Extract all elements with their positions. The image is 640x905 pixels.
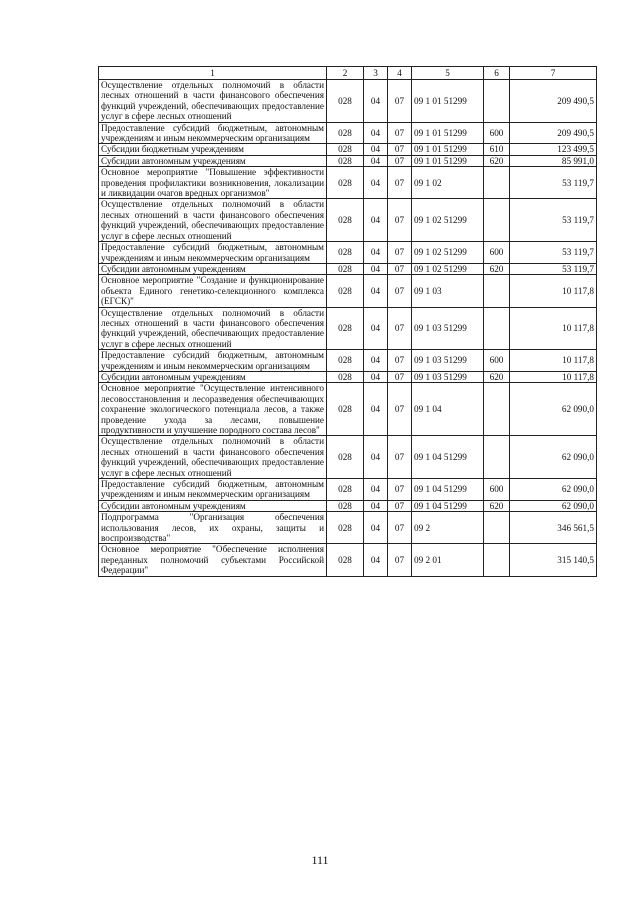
target-article-code: 09 1 04 51299 — [412, 500, 484, 511]
subsection-code: 07 — [388, 512, 412, 544]
amount: 10 117,8 — [510, 307, 597, 350]
row-description: Осуществление отдельных полномочий в области лесных отношений в части финансового обеспечения функций учреждений, обеспечивающих предоставление услуг в сфере лесных отношений — [99, 199, 327, 242]
section-code: 04 — [364, 350, 388, 372]
header-col-1: 1 — [99, 67, 327, 80]
row-description: Субсидии автономным учреждениям — [99, 371, 327, 382]
row-description: Предоставление субсидий бюджетным, автономным учреждениям и иным некоммерческим организациям — [99, 479, 327, 501]
amount: 10 117,8 — [510, 275, 597, 307]
expense-type-code — [484, 436, 510, 479]
row-description: Осуществление отдельных полномочий в области лесных отношений в части финансового обеспечения функций учреждений, обеспечивающих предоставление услуг в сфере лесных отношений — [99, 436, 327, 479]
target-article-code: 09 1 01 51299 — [412, 122, 484, 144]
ministry-code: 028 — [327, 512, 364, 544]
table-row — [99, 144, 597, 155]
amount: 209 490,5 — [510, 122, 597, 144]
section-code: 04 — [364, 242, 388, 264]
subsection-code: 07 — [388, 242, 412, 264]
target-article-code: 09 1 04 51299 — [412, 479, 484, 501]
row-description: Основное мероприятие "Обеспечение исполнения переданных полномочий субъектами Российской Федерации" — [99, 544, 327, 576]
expense-type-code — [484, 199, 510, 242]
section-code: 04 — [364, 263, 388, 274]
row-description: Подпрограмма "Организация обеспечения использования лесов, их охраны, защиты и воспроизводства" — [99, 512, 327, 544]
subsection-code: 07 — [388, 436, 412, 479]
amount: 10 117,8 — [510, 371, 597, 382]
ministry-code: 028 — [327, 155, 364, 166]
amount: 62 090,0 — [510, 436, 597, 479]
page-number: 111 — [311, 853, 329, 867]
subsection-code: 07 — [388, 155, 412, 166]
table-row — [99, 242, 597, 264]
row-description: Предоставление субсидий бюджетным, автономным учреждениям и иным некоммерческим организациям — [99, 122, 327, 144]
section-code: 04 — [364, 307, 388, 350]
section-code: 04 — [364, 144, 388, 155]
table-row — [99, 479, 597, 501]
table-row — [99, 307, 597, 350]
section-code: 04 — [364, 199, 388, 242]
header-col-4: 4 — [388, 67, 412, 80]
row-description: Субсидии бюджетным учреждениям — [99, 144, 327, 155]
row-description: Основное мероприятие "Осуществление интенсивного лесовосстановления и лесоразведения обеспечивающих сохранение экологического потенциала лесов, а также проведение ухода за лесами, повышение продуктивности и улучшение породного состава лесов" — [99, 383, 327, 436]
table-row — [99, 80, 597, 123]
table-row — [99, 371, 597, 382]
expense-type-code: 620 — [484, 500, 510, 511]
expense-type-code — [484, 512, 510, 544]
row-description: Основное мероприятие "Повышение эффективности проведения профилактики возникновения, локализации и ликвидации очагов вредных организмов" — [99, 167, 327, 199]
section-code: 04 — [364, 383, 388, 436]
expense-type-code: 600 — [484, 242, 510, 264]
expense-type-code — [484, 307, 510, 350]
expense-type-code — [484, 275, 510, 307]
subsection-code: 07 — [388, 307, 412, 350]
subsection-code: 07 — [388, 350, 412, 372]
section-code: 04 — [364, 500, 388, 511]
row-description: Осуществление отдельных полномочий в области лесных отношений в части финансового обеспечения функций учреждений, обеспечивающих предоставление услуг в сфере лесных отношений — [99, 80, 327, 123]
section-code: 04 — [364, 371, 388, 382]
amount: 85 991,0 — [510, 155, 597, 166]
target-article-code: 09 1 02 — [412, 167, 484, 199]
header-col-5: 5 — [412, 67, 484, 80]
row-description: Основное мероприятие "Создание и функционирование объекта Единого генетико-селекционного комплекса (ЕГСК)" — [99, 275, 327, 307]
target-article-code: 09 1 03 51299 — [412, 371, 484, 382]
ministry-code: 028 — [327, 383, 364, 436]
target-article-code: 09 1 04 — [412, 383, 484, 436]
ministry-code: 028 — [327, 275, 364, 307]
amount: 209 490,5 — [510, 80, 597, 123]
table-body — [99, 80, 597, 577]
expense-type-code — [484, 383, 510, 436]
expense-type-code: 600 — [484, 350, 510, 372]
table-row — [99, 544, 597, 576]
ministry-code: 028 — [327, 242, 364, 264]
expense-type-code: 610 — [484, 144, 510, 155]
subsection-code: 07 — [388, 80, 412, 123]
section-code: 04 — [364, 436, 388, 479]
table-row — [99, 436, 597, 479]
ministry-code: 028 — [327, 436, 364, 479]
subsection-code: 07 — [388, 199, 412, 242]
amount: 62 090,0 — [510, 500, 597, 511]
target-article-code: 09 1 01 51299 — [412, 155, 484, 166]
ministry-code: 028 — [327, 479, 364, 501]
amount: 62 090,0 — [510, 479, 597, 501]
ministry-code: 028 — [327, 199, 364, 242]
subsection-code: 07 — [388, 544, 412, 576]
table-row — [99, 275, 597, 307]
row-description: Предоставление субсидий бюджетным, автономным учреждениям и иным некоммерческим организациям — [99, 242, 327, 264]
section-code: 04 — [364, 80, 388, 123]
subsection-code: 07 — [388, 275, 412, 307]
table-row — [99, 350, 597, 372]
section-code: 04 — [364, 155, 388, 166]
expense-type-code: 620 — [484, 371, 510, 382]
target-article-code: 09 1 03 — [412, 275, 484, 307]
section-code: 04 — [364, 122, 388, 144]
header-col-7: 7 — [510, 67, 597, 80]
ministry-code: 028 — [327, 500, 364, 511]
budget-table — [98, 66, 597, 577]
amount: 315 140,5 — [510, 544, 597, 576]
expense-type-code — [484, 80, 510, 123]
table-row — [99, 500, 597, 511]
target-article-code: 09 1 03 51299 — [412, 350, 484, 372]
subsection-code: 07 — [388, 263, 412, 274]
target-article-code: 09 1 03 51299 — [412, 307, 484, 350]
subsection-code: 07 — [388, 500, 412, 511]
expense-type-code: 600 — [484, 479, 510, 501]
ministry-code: 028 — [327, 350, 364, 372]
expense-type-code: 620 — [484, 155, 510, 166]
amount: 53 119,7 — [510, 199, 597, 242]
target-article-code: 09 1 01 51299 — [412, 80, 484, 123]
subsection-code: 07 — [388, 479, 412, 501]
table-header-row — [99, 67, 597, 80]
header-col-6: 6 — [484, 67, 510, 80]
header-col-2: 2 — [327, 67, 364, 80]
amount: 53 119,7 — [510, 263, 597, 274]
row-description: Субсидии автономным учреждениям — [99, 263, 327, 274]
subsection-code: 07 — [388, 371, 412, 382]
amount: 10 117,8 — [510, 350, 597, 372]
section-code: 04 — [364, 512, 388, 544]
target-article-code: 09 1 02 51299 — [412, 199, 484, 242]
table-row — [99, 383, 597, 436]
expense-type-code — [484, 167, 510, 199]
subsection-code: 07 — [388, 122, 412, 144]
amount: 62 090,0 — [510, 383, 597, 436]
ministry-code: 028 — [327, 544, 364, 576]
ministry-code: 028 — [327, 371, 364, 382]
target-article-code: 09 2 — [412, 512, 484, 544]
table-row — [99, 263, 597, 274]
row-description: Субсидии автономным учреждениям — [99, 155, 327, 166]
subsection-code: 07 — [388, 167, 412, 199]
expense-type-code: 620 — [484, 263, 510, 274]
target-article-code: 09 1 02 51299 — [412, 263, 484, 274]
amount: 123 499,5 — [510, 144, 597, 155]
section-code: 04 — [364, 275, 388, 307]
subsection-code: 07 — [388, 144, 412, 155]
ministry-code: 028 — [327, 80, 364, 123]
header-col-3: 3 — [364, 67, 388, 80]
expense-type-code: 600 — [484, 122, 510, 144]
ministry-code: 028 — [327, 307, 364, 350]
target-article-code: 09 2 01 — [412, 544, 484, 576]
section-code: 04 — [364, 544, 388, 576]
table-row — [99, 167, 597, 199]
section-code: 04 — [364, 167, 388, 199]
amount: 346 561,5 — [510, 512, 597, 544]
ministry-code: 028 — [327, 263, 364, 274]
ministry-code: 028 — [327, 144, 364, 155]
target-article-code: 09 1 04 51299 — [412, 436, 484, 479]
row-description: Осуществление отдельных полномочий в области лесных отношений в части финансового обеспечения функций учреждений, обеспечивающих предоставление услуг в сфере лесных отношений — [99, 307, 327, 350]
section-code: 04 — [364, 479, 388, 501]
row-description: Предоставление субсидий бюджетным, автономным учреждениям и иным некоммерческим организациям — [99, 350, 327, 372]
ministry-code: 028 — [327, 122, 364, 144]
target-article-code: 09 1 01 51299 — [412, 144, 484, 155]
table-row — [99, 512, 597, 544]
row-description: Субсидии автономным учреждениям — [99, 500, 327, 511]
amount: 53 119,7 — [510, 242, 597, 264]
table-row — [99, 155, 597, 166]
expense-type-code — [484, 544, 510, 576]
table-row — [99, 122, 597, 144]
table-row — [99, 199, 597, 242]
subsection-code: 07 — [388, 383, 412, 436]
amount: 53 119,7 — [510, 167, 597, 199]
ministry-code: 028 — [327, 167, 364, 199]
target-article-code: 09 1 02 51299 — [412, 242, 484, 264]
